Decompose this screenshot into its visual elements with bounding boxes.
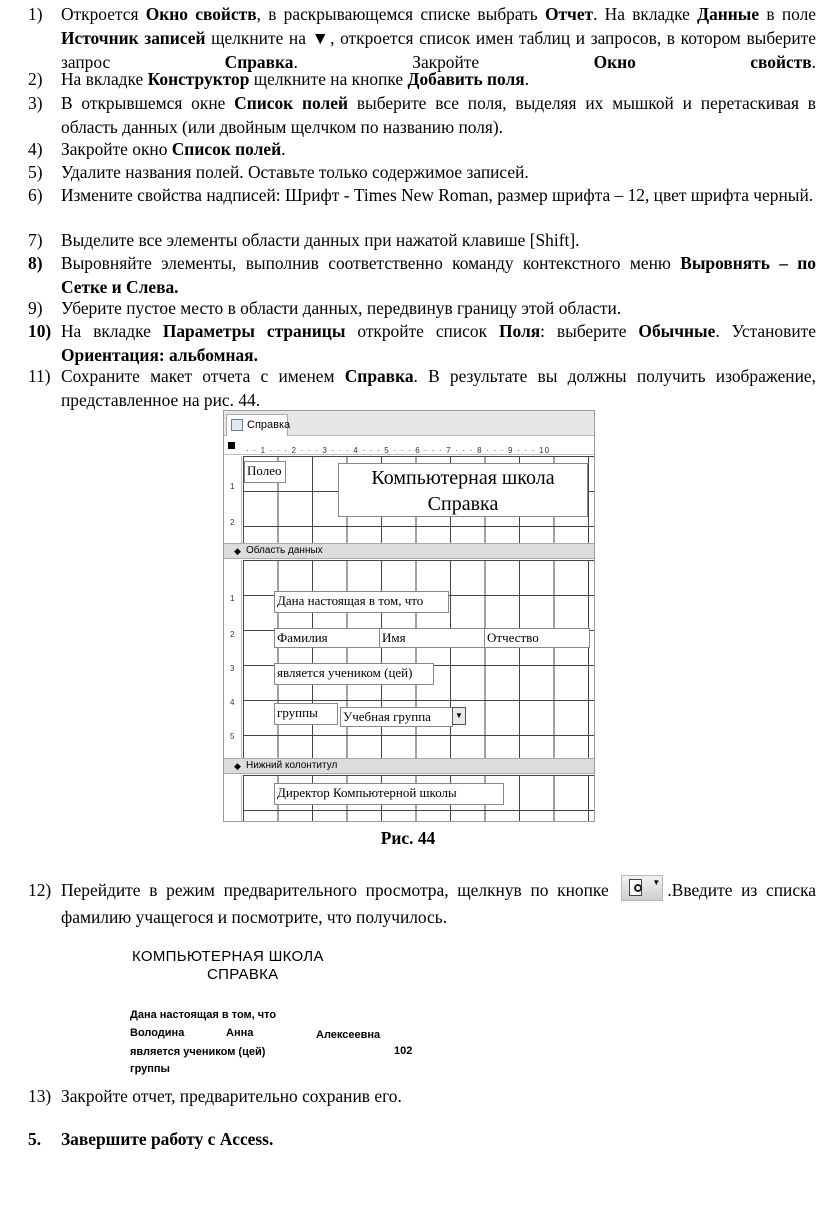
header-field-label[interactable]: Полео — [244, 461, 286, 483]
item-text — [61, 183, 816, 207]
detail-text-label-3[interactable]: группы — [274, 703, 338, 725]
document-tab-bar — [224, 411, 595, 436]
list-item — [28, 319, 816, 367]
step-number: 5. — [28, 1129, 42, 1149]
report-title-1: КОМПЬЮТЕРНАЯ ШКОЛА — [132, 948, 324, 965]
report-text-2: является учеником (цей) — [130, 1046, 266, 1058]
section-label: Нижний колонтитул — [246, 760, 338, 771]
select-report-button[interactable] — [228, 442, 235, 449]
bold-term: Параметры страницы — [162, 321, 346, 341]
bold-term: Данные — [697, 4, 760, 24]
text-run: . — [524, 69, 530, 89]
text-run: . — [811, 52, 816, 72]
tab-spravka[interactable] — [226, 414, 291, 436]
text-run: . На вкладке — [593, 4, 698, 24]
bold-term: Добавить поля — [407, 69, 525, 89]
bold-term: Источник записей — [61, 28, 206, 48]
bold-term: Поля — [498, 321, 541, 341]
list-item — [28, 251, 816, 299]
bold-term: Конструктор — [147, 69, 250, 89]
text-run: в поле — [759, 4, 816, 24]
item-number: 5) — [28, 162, 43, 182]
list-item — [28, 2, 816, 74]
report-group: 102 — [394, 1045, 413, 1057]
vertical-ruler: 1 2 3 4 5 — [224, 560, 242, 758]
list-item — [28, 296, 816, 320]
item-number: 2) — [28, 69, 43, 89]
report-title-2: СПРАВКА — [207, 966, 279, 983]
field-lastname[interactable]: Фамилия — [274, 628, 380, 648]
text-run: Выделите все элементы области данных при нажатой клавише [Shift]. — [61, 230, 580, 250]
bold-term: Справка — [344, 366, 414, 386]
item-number: 1) — [28, 4, 43, 24]
text-run: . В результате вы должны получить изображение, представленное на рис. 44. — [61, 366, 816, 410]
detail-grid[interactable] — [243, 560, 595, 758]
report-text-1: Дана настоящая в том, что — [130, 1009, 277, 1021]
item-text — [61, 137, 816, 161]
ruler-marks: · · 1 · · · 2 · · · 3 · · · 4 · · · 5 · · · 6 · · · 7 · · · 8 · · · 9 · · · 10 — [246, 446, 551, 455]
tab-label: Справка — [247, 419, 291, 431]
item-number: 11) — [28, 366, 51, 386]
bold-term: Отчет — [544, 4, 594, 24]
text-run: Уберите пустое место в области данных, передвинув границу этой области. — [61, 298, 622, 318]
text-run: щелкните на ▼, откроется список имен таблиц и запросов, в котором выберите запрос — [61, 28, 816, 72]
text-run: Сохраните макет отчета с именем — [61, 366, 345, 386]
bold-term: Окно свойств — [145, 4, 257, 24]
list-item — [28, 183, 816, 207]
bold-term: Список полей — [171, 139, 282, 159]
final-step — [28, 1127, 816, 1151]
item-text — [61, 67, 816, 91]
text-run: . — [281, 139, 286, 159]
chevron-down-icon: ▼ — [652, 878, 661, 887]
item-number: 3) — [28, 93, 43, 113]
list-item — [28, 228, 816, 252]
list-item — [28, 160, 816, 184]
text-run: , в раскрывающемся списке выбрать — [256, 4, 545, 24]
text-run: Закройте окно — [61, 139, 172, 159]
list-item — [28, 91, 816, 139]
text-run: В открывшемся окне — [61, 93, 235, 113]
text-run: откройте список — [345, 321, 499, 341]
report-firstname: Анна — [226, 1027, 254, 1039]
bold-term: Ориентация: альбомная. — [61, 345, 258, 365]
item-text — [61, 364, 816, 412]
text-run: : выберите — [540, 321, 639, 341]
text-run: Откроется — [61, 4, 146, 24]
section-bar-footer[interactable] — [224, 758, 595, 774]
item-number: 4) — [28, 139, 43, 159]
vertical-ruler — [224, 775, 242, 822]
item-number: 6) — [28, 185, 43, 205]
section-label: Область данных — [246, 545, 323, 556]
section-arrow-icon: ◆ — [234, 546, 241, 556]
list-item — [28, 137, 816, 161]
combo-group[interactable]: Учебная группа — [340, 707, 453, 727]
text-run: Удалите названия полей. Оставьте только содержимое записей. — [61, 162, 529, 182]
title-line-2: Справка — [427, 493, 499, 515]
horizontal-ruler — [224, 437, 595, 455]
text-run: Измените свойства надписей: Шрифт - Times New Roman, размер шрифта – 12, цвет шрифта черный. — [61, 185, 814, 205]
list-item — [28, 878, 816, 929]
item-text: Перейдите в режим предварительного просмотра, щелкнув по кнопке ▼ .Введите из списка фамилию учащегося и посмотрите, что получилось. — [61, 878, 816, 929]
item-text: Закройте отчет, предварительно сохранив его. — [61, 1086, 402, 1106]
bold-term: Окно свойств — [593, 52, 812, 72]
bold-term: Выровнять – по Сетке и Слева. — [61, 253, 816, 297]
item-number: 10) — [28, 321, 52, 341]
title-line-1: Компьютерная школа — [371, 467, 555, 489]
text-run: На вкладке — [61, 69, 148, 89]
report-lastname: Володина — [130, 1027, 185, 1039]
vertical-ruler: 1 2 — [224, 456, 242, 550]
text-run: выберите все поля, выделяя их мышкой и перетаскивая в область данных (или двойным щелчком по названию поля). — [61, 93, 816, 137]
item-text — [61, 228, 816, 252]
item-text — [61, 2, 816, 74]
text-run: На вкладке — [61, 321, 163, 341]
list-item — [28, 67, 816, 91]
report-text-3: группы — [130, 1063, 170, 1075]
report-patronymic: Алексеевна — [316, 1029, 381, 1041]
detail-text-label-2[interactable]: является учеником (цей) — [274, 663, 434, 685]
text-run: щелкните на кнопке — [249, 69, 408, 89]
item-number: 13) — [28, 1086, 52, 1106]
text-run: . Закройте — [293, 52, 594, 72]
section-arrow-icon: ◆ — [234, 761, 241, 771]
figure-caption: Рис. 44 — [380, 828, 436, 848]
text-run: Выровняйте элементы, выполнив соответственно команду контекстного меню — [61, 253, 681, 273]
report-preview — [132, 948, 324, 984]
item-text — [61, 160, 816, 184]
step-text: Завершите работу с Access. — [61, 1129, 274, 1149]
item-number: 12) — [28, 880, 52, 900]
item-text — [61, 91, 816, 139]
item-number: 7) — [28, 230, 43, 250]
footer-text-label[interactable]: Директор Компьютерной школы — [274, 783, 504, 805]
text-run: . Установите — [715, 321, 816, 341]
detail-text-label[interactable]: Дана настоящая в том, что — [274, 591, 449, 613]
item-number: 9) — [28, 298, 43, 318]
combo-dropdown-icon[interactable]: ▼ — [452, 707, 466, 725]
print-preview-button[interactable] — [621, 875, 663, 901]
item-text — [61, 296, 816, 320]
bold-term: Обычные — [638, 321, 716, 341]
field-patronymic[interactable]: Отчество — [484, 628, 590, 648]
report-title-label[interactable] — [338, 463, 588, 517]
item-text — [61, 319, 816, 367]
item-number: 8) — [28, 253, 43, 273]
bold-term: Справка — [224, 52, 294, 72]
report-icon — [231, 419, 243, 431]
section-bar-detail[interactable] — [224, 543, 595, 559]
report-design-view — [223, 410, 595, 822]
bold-term: Список полей — [234, 93, 349, 113]
field-firstname[interactable]: Имя — [379, 628, 485, 648]
item-text — [61, 251, 816, 299]
list-item — [28, 364, 816, 412]
list-item — [28, 1084, 816, 1108]
